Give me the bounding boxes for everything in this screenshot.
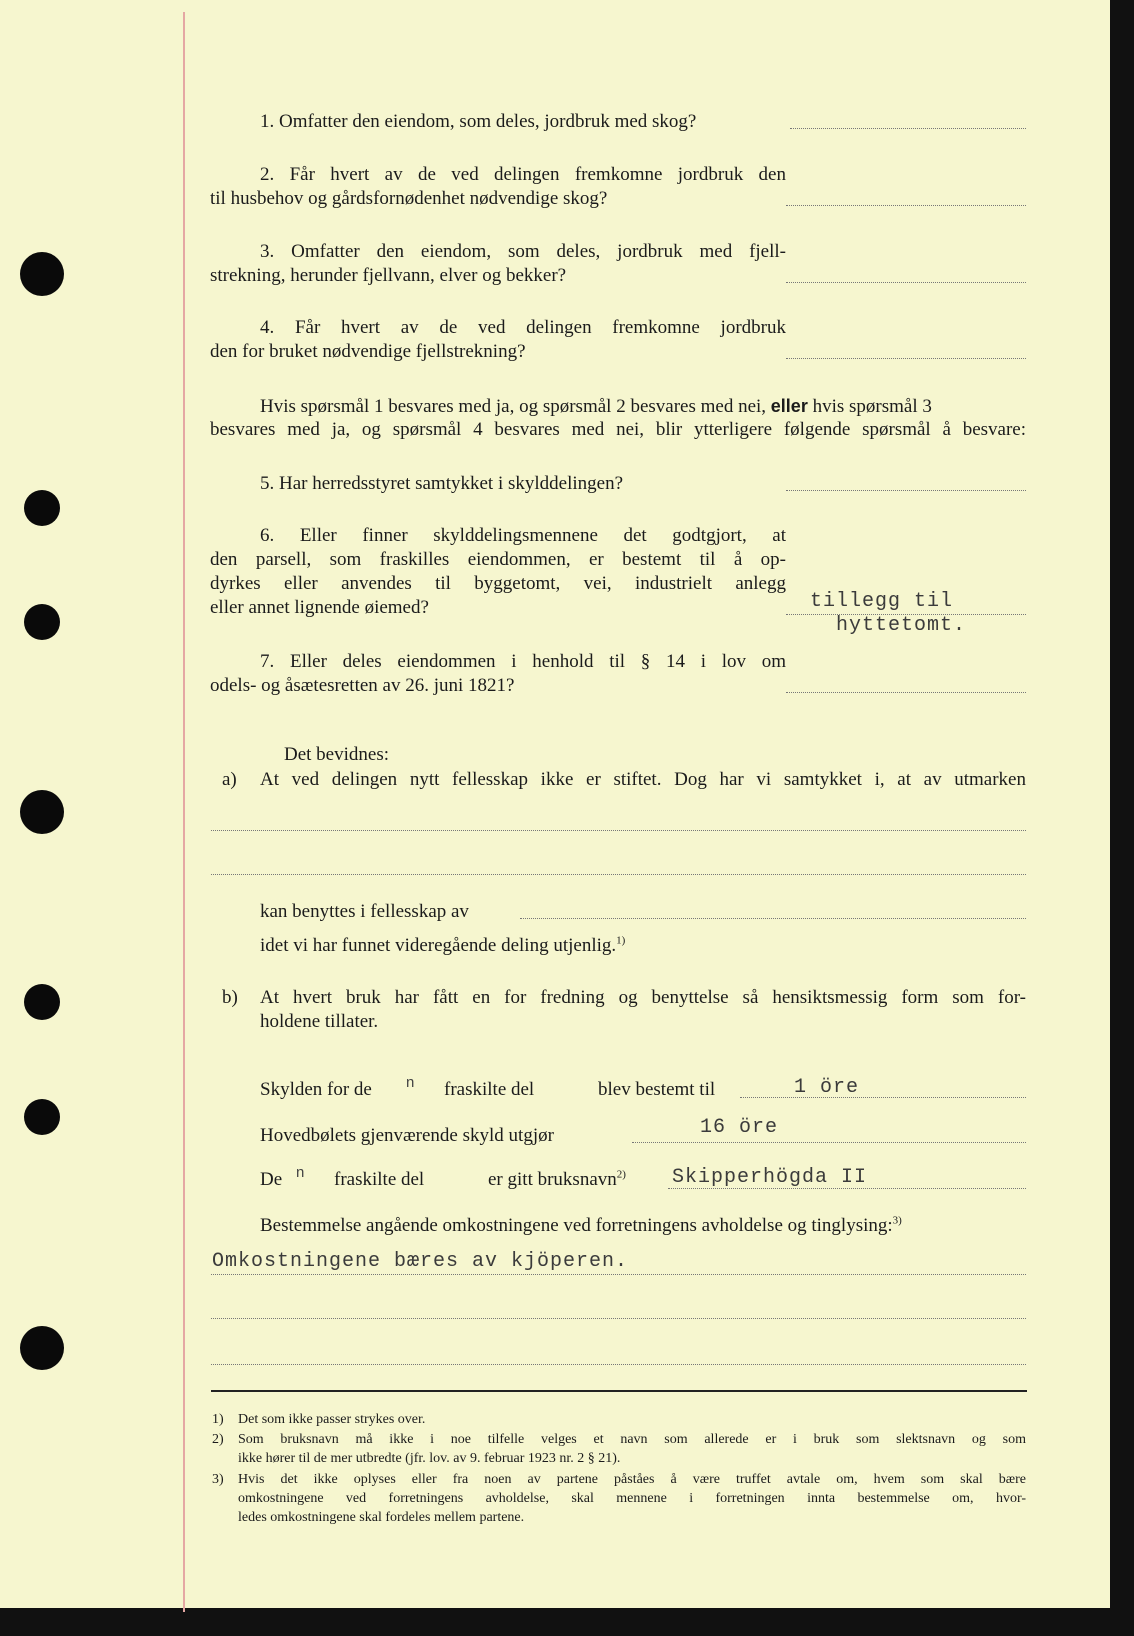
question-4-line-2: den for bruket nødvendige fjellstrekning? (210, 341, 526, 362)
de-label-c (488, 1168, 626, 1192)
answer-line-1 (790, 128, 1026, 129)
footnote-2-line-1: Som bruksnavn må ikke i noe tilfelle velges et navn som allerede er i bruk som slektsnavn og som (238, 1432, 1026, 1447)
question-6-answer-line-1: tillegg til (810, 590, 954, 613)
skylden-label-b: fraskilte del (444, 1079, 535, 1100)
skylden-handwritten-n: n (406, 1074, 415, 1091)
footnote-3-line-2: omkostningene ved forretningens avholdelse, skal mennene i forretningen innta bestemmelse om, hvor- (238, 1491, 1026, 1506)
bevidnes-b-line-2: holdene tillater. (260, 1011, 379, 1032)
question-3-line-1: 3. Omfatter den eiendom, som deles, jordbruk med fjell- (260, 241, 786, 262)
condition-line-1 (260, 394, 932, 419)
footnote-rule (211, 1390, 1027, 1392)
question-6-line-1: 6. Eller finner skylddelingsmennene det godtgjort, at (260, 525, 786, 546)
footnote-2-line-2: ikke hører til de mer utbredte (jfr. lov. av 9. februar 1923 nr. 2 § 21). (238, 1451, 621, 1466)
idet-body: idet vi har funnet videregående deling utjenlig. (260, 935, 617, 956)
question-3-line-2: strekning, herunder fjellvann, elver og bekker? (210, 265, 567, 286)
punch-hole-4 (20, 790, 64, 834)
margin-line (183, 12, 185, 1612)
hoved-label: Hovedbølets gjenværende skyld utgjør (260, 1125, 554, 1146)
footnote-ref-1: 1) (616, 934, 626, 947)
answer-line-2 (786, 205, 1026, 206)
de-label-a: De (260, 1169, 283, 1190)
blank-line-a1 (211, 830, 1026, 831)
bevidnes-b-line-1: At hvert bruk har fått en for fredning og benyttelse så hensiktsmessig form som for- (260, 987, 1026, 1008)
footnote-3-mark: 3) (212, 1472, 224, 1487)
kan-benyttes-text: kan benyttes i fellesskap av (260, 901, 469, 922)
de-handwritten-n: n (296, 1164, 305, 1181)
question-1: 1. Omfatter den eiendom, som deles, jordbruk med skog? (260, 111, 697, 132)
answer-line-5 (786, 490, 1026, 491)
condition-line-2: besvares med ja, og spørsmål 4 besvares med nei, blir ytterligere følgende spørsmål å besvare: (210, 419, 1026, 440)
footnote-ref-2: 2) (616, 1168, 626, 1181)
kan-benyttes-line (520, 918, 1026, 919)
skylden-value: 1 öre (794, 1076, 860, 1099)
bevidnes-a-marker: a) (222, 769, 237, 790)
punch-hole-5 (24, 984, 60, 1020)
de-label-c-text: er gitt bruksnavn (488, 1169, 617, 1190)
question-6-line-3: dyrkes eller anvendes til byggetomt, vei, industrielt anlegg (210, 573, 786, 594)
punch-hole-3 (24, 604, 60, 640)
blank-line-a2 (211, 874, 1026, 875)
bestemmelse-text: Bestemmelse angående omkostningene ved forretningens avholdelse og tinglysing: (260, 1215, 893, 1236)
question-6-line-2: den parsell, som fraskilles eiendommen, er bestemt til å op- (210, 549, 786, 570)
question-5: 5. Har herredsstyret samtykket i skylddelingen? (260, 473, 624, 494)
bevidnes-a-text: At ved delingen nytt fellesskap ikke er stiftet. Dog har vi samtykket i, at av utmarken (260, 769, 1026, 790)
punch-hole-2 (24, 490, 60, 526)
skylden-line (740, 1097, 1026, 1098)
condition-text-1a: Hvis spørsmål 1 besvares med ja, og spørsmål 2 besvares med nei, (260, 396, 767, 417)
idet-text (260, 934, 625, 958)
question-2-line-1: 2. Får hvert av de ved delingen fremkomne jordbruk den (260, 164, 786, 185)
answer-line-7 (786, 692, 1026, 693)
hoved-line (632, 1142, 1026, 1143)
punch-hole-6 (24, 1099, 60, 1135)
skylden-label-c: blev bestemt til (598, 1079, 716, 1100)
question-7-line-2: odels- og åsætesretten av 26. juni 1821? (210, 675, 515, 696)
condition-eller: eller (770, 396, 808, 416)
question-7-line-1: 7. Eller deles eiendommen i henhold til § 14 i lov om (260, 651, 786, 672)
bestemmelse-line-3 (211, 1364, 1026, 1365)
bestemmelse-value: Omkostningene bæres av kjöperen. (212, 1250, 629, 1273)
answer-line-4 (786, 358, 1026, 359)
bevidnes-heading: Det bevidnes: (284, 744, 390, 765)
question-4-line-1: 4. Får hvert av de ved delingen fremkomne jordbruk (260, 317, 786, 338)
bruksnavn-value: Skipperhögda II (672, 1166, 868, 1189)
footnote-1-text: Det som ikke passer strykes over. (238, 1412, 426, 1427)
footnote-3-line-3: ledes omkostningene skal fordeles mellem partene. (238, 1510, 525, 1525)
footnote-3-line-1: Hvis det ikke oplyses eller fra noen av partene påståes å være truffet avtale om, hvem som skal bære (238, 1472, 1026, 1487)
answer-line-3 (786, 282, 1026, 283)
bevidnes-b-marker: b) (222, 987, 238, 1008)
footnote-1-mark: 1) (212, 1412, 224, 1427)
footnote-ref-3: 3) (892, 1214, 902, 1227)
punch-hole-7 (20, 1326, 64, 1370)
bestemmelse-line-2 (211, 1318, 1026, 1319)
question-6-line-4: eller annet lignende øiemed? (210, 597, 429, 618)
hoved-value: 16 öre (700, 1116, 779, 1139)
bestemmelse-line-1 (211, 1274, 1026, 1275)
punch-hole-1 (20, 252, 64, 296)
question-6-answer-line-2: hyttetomt. (836, 614, 967, 637)
skylden-label-a: Skylden for de (260, 1079, 372, 1100)
de-label-b: fraskilte del (334, 1169, 425, 1190)
bestemmelse-label (260, 1214, 902, 1238)
question-2-line-2: til husbehov og gårdsfornødenhet nødvendige skog? (210, 188, 608, 209)
footnote-2-mark: 2) (212, 1432, 224, 1447)
condition-text-1c: hvis spørsmål 3 (812, 396, 932, 417)
